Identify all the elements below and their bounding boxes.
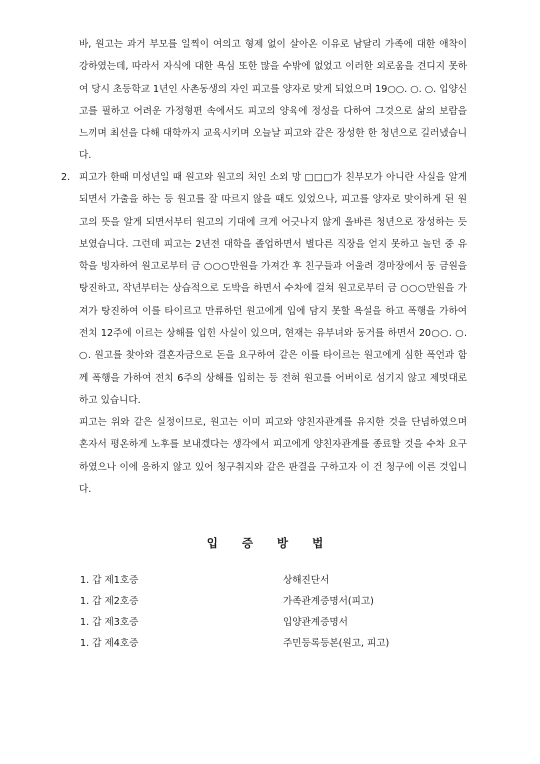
evidence-item xyxy=(80,570,480,591)
evidence-item xyxy=(80,633,480,654)
evidence-description: 입양관계증명서 xyxy=(283,617,348,628)
evidence-code: 1. 갑 제1호증 xyxy=(80,575,139,586)
evidence-item xyxy=(80,612,480,633)
item-number: 2. xyxy=(61,172,71,183)
evidence-list xyxy=(80,570,480,654)
paragraph-1: 바, 원고는 과거 부모를 일찍이 여의고 형제 없이 살아온 이유로 남달리 가족에 대한 애착이 강하였는데, 따라서 자식에 대한 욕심 또한 많을 수밖에 없었고 이러한 외로움을 견디지 못하여 당시 초등학교 1년인 사촌동생의 자인 피고를 양자로 맞게 되었으며 19○○. ○. ○. 입양신고를 필하고 어려운 가정형편 속에서도 피고의 양육에 정성을 다하여 그것으로 삶의 보람을 느끼며 최선을 다해 대학까지 교육시키며 오늘날 피고와 같은 장성한 한 청년으로 길러냈습니다. xyxy=(79,39,467,162)
numbered-item-2 xyxy=(61,167,467,412)
evidence-code: 1. 갑 제3호증 xyxy=(80,617,139,628)
evidence-description: 가족관계증명서(피고) xyxy=(283,596,374,607)
evidence-item xyxy=(80,591,480,612)
evidence-code: 1. 갑 제2호증 xyxy=(80,596,139,607)
paragraph-3: 피고는 위와 같은 실정이므로, 원고는 이미 피고와 양친자관계를 유지한 것을 단념하였으며 혼자서 평온하게 노후를 보내겠다는 생각에서 피고에게 양친자관계를 종료할 것을 수차 요구하였으나 이에 응하지 않고 있어 청구취지와 같은 판결을 구하고자 이 건 청구에 이른 것입니다. xyxy=(79,417,467,495)
evidence-description: 상해진단서 xyxy=(283,575,330,586)
evidence-heading: 입 증 방 법 xyxy=(206,536,334,550)
evidence-code: 1. 갑 제4호증 xyxy=(80,638,139,649)
evidence-description: 주민등록등본(원고, 피고) xyxy=(283,638,390,649)
item-2-text: 피고가 한때 미성년일 때 원고와 원고의 처인 소외 망 □□□가 친부모가 아니란 사실을 알게 되면서 가출을 하는 등 원고를 잘 따르지 않을 때도 있었으나, 피고를 양자로 맞이하게 된 원고의 뜻을 알게 되면서부터 원고의 기대에 크게 어긋나지 않게 올바른 청년으로 장성하는 듯 보였습니다. 그런데 피고는 2년전 대학을 졸업하면서 별다른 직장을 얻지 못하고 놀던 중 유학을 빙자하여 원고로부터 금 ○○○만원을 가져간 후 친구들과 어울려 경마장에서 동 금원을 탕진하고, 작년부터는 상습적으로 도박을 하면서 수차에 걸쳐 원고로부터 금 ○○○만원을 가져가 탕진하여 이를 타이르고 만류하던 원고에게 입에 담지 못할 욕설을 하고 폭행을 가하여 전치 12주에 이르는 상해를 입힌 사실이 있으며, 현재는 유부녀와 동거를 하면서 20○○. ○. ○. 원고를 찾아와 결혼자금으로 돈을 요구하여 같은 이를 타이르는 원고에게 심한 폭언과 함께 폭행을 가하여 전치 6주의 상해를 입히는 등 전혀 원고를 어버이로 섬기지 않고 제멋대로 하고 있습니다. xyxy=(79,172,467,406)
